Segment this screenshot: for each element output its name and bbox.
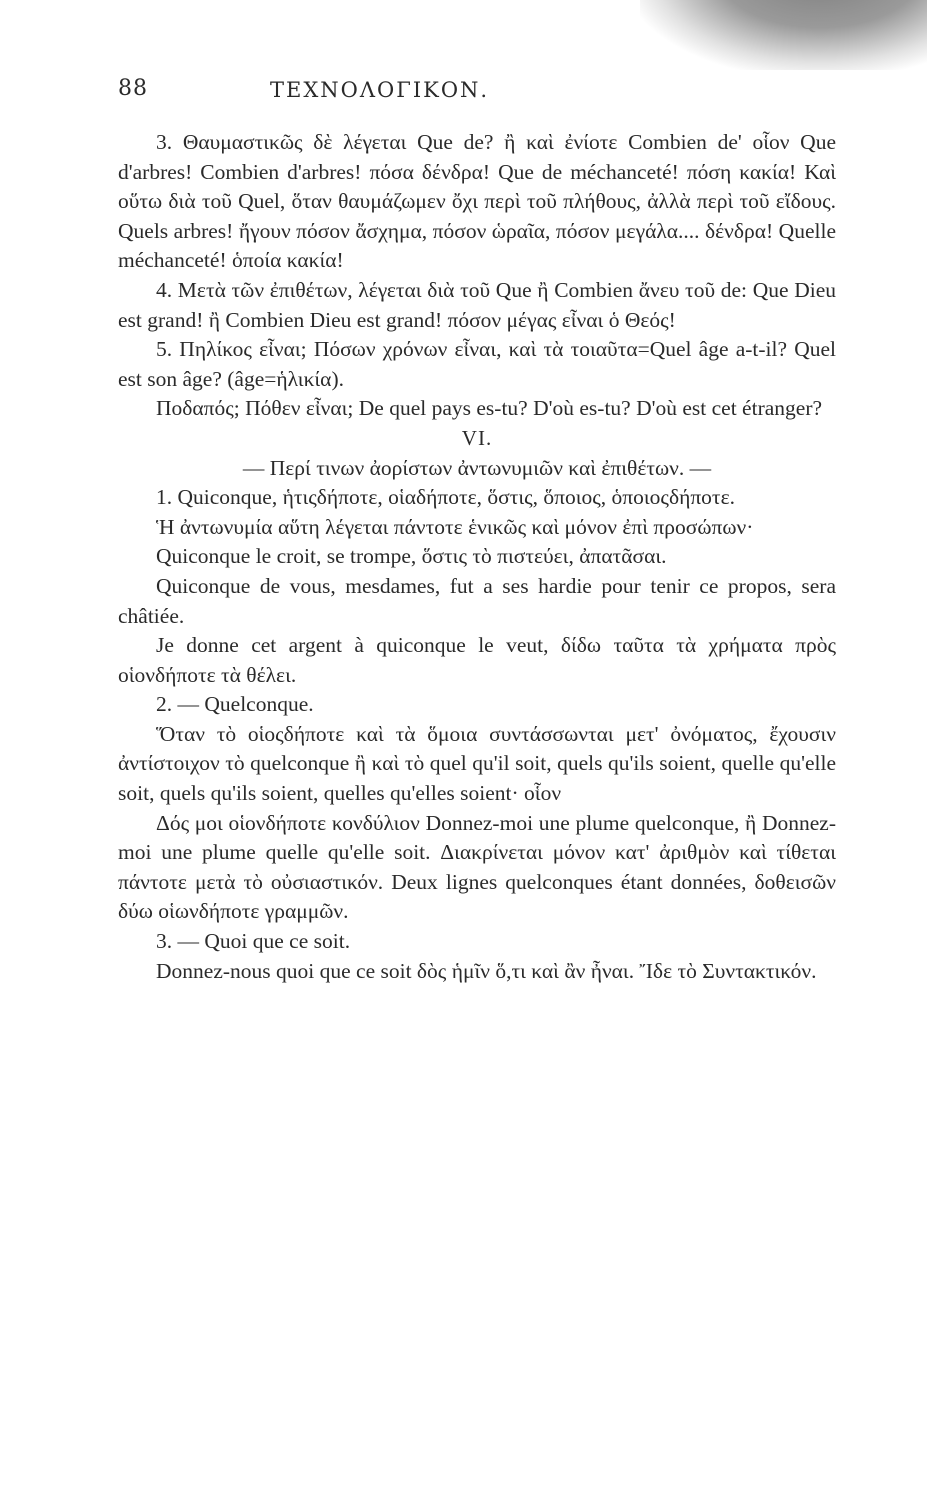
page-header bbox=[0, 76, 927, 116]
paragraph-quelconque: Ὅταν τὸ οἱοςδήποτε καὶ τὰ ὅμοια συντάσσωνται μετ' ὀνόματος, ἔχουσιν ἀντίστοιχον τὸ quelconque ἢ καὶ τὸ quel qu'il soit, quels qu'ils soient, quelle qu'elle soit, quels qu'ils soient, quelles qu'elles soient· οἷον bbox=[118, 721, 836, 806]
page-body bbox=[118, 128, 836, 986]
paragraph-podapos: Ποδαπός; Πόθεν εἶναι; De quel pays es-tu? D'où es-tu? D'où est cet étranger? bbox=[156, 396, 823, 421]
scan-shadow bbox=[640, 0, 927, 70]
heading-quoi-que: 3. — Quoi que ce soit. bbox=[156, 929, 351, 954]
example-1: Quiconque le croit, se trompe, ὅστις τὸ πιστεύει, ἀπατᾶσαι. bbox=[156, 544, 667, 569]
paragraph-quoi-que: Donnez-nous quoi que ce soit δὸς ἡμῖν ὅ,τι καὶ ἂν ἦναι. Ἴδε τὸ Συντακτικόν. bbox=[156, 958, 817, 983]
paragraph-5: 5. Πηλίκος εἶναι; Πόσων χρόνων εἶναι, καὶ τὰ τοιαῦτα=Quel âge a-t-il? Quel est son âge? (âge=ἡλικία). bbox=[118, 337, 836, 391]
paragraph-rule: Ἡ ἀντωνυμία αὕτη λέγεται πάντοτε ἑνικῶς καὶ μόνον ἐπὶ προσώπων· bbox=[156, 514, 754, 539]
paragraph-3: 3. Θαυμαστικῶς δὲ λέγεται Que de? ἢ καὶ ἐνίοτε Combien de' οἷον Que d'arbres! Combien d'arbres! πόσα δένδρα! Que de méchanceté! πόση κακία! Καὶ οὕτω διὰ τοῦ Quel, ὅταν θαυμάζωμεν ὄχι περὶ τοῦ πλήθους, ἀλλὰ περὶ τοῦ εἴδους. Quels arbres! ἤγουν πόσον ἄσχημα, πόσον ὡραῖα, πόσον μεγάλα.... δένδρα! Quelle méchanceté! ὁποία κακία! bbox=[118, 130, 836, 273]
page-number: 88 bbox=[118, 76, 148, 101]
example-3: Je donne cet argent à quiconque le veut, δίδω ταῦτα τὰ χρήματα πρὸς οἱονδήποτε τὰ θέλει. bbox=[118, 633, 836, 687]
paragraph-examples-quelconque: Δός μοι οἱονδήποτε κονδύλιον Donnez-moi une plume quelconque, ἢ Donnez-moi une plume quelle qu'elle soit. Διακρίνεται μόνον κατ' ἀριθμὸν καὶ τίθεται πάντοτε μετὰ τὸ οὐσιαστικόν. Deux lignes quelconques étant données, δοθεισῶν δύω οἱωνδήποτε γραμμῶν. bbox=[118, 810, 836, 924]
running-title: ΤΕΧΝΟΛΟΓΙΚΟΝ. bbox=[270, 78, 490, 102]
heading-quelconque: 2. — Quelconque. bbox=[156, 692, 314, 717]
section-title: — Περί τινων ἀορίστων ἀντωνυμιῶν καὶ ἐπιθέτων. — bbox=[242, 455, 712, 480]
paragraph-quiconque: 1. Quiconque, ἡτιςδήποτε, οἱαδήποτε, ὅστις, ὅποιος, ὁποιοςδήποτε. bbox=[156, 485, 735, 510]
section-number: VI. bbox=[461, 425, 493, 450]
paragraph-4: 4. Μετὰ τῶν ἐπιθέτων, λέγεται διὰ τοῦ Que ἢ Combien ἄνευ τοῦ de: Que Dieu est grand! ἢ Combien Dieu est grand! πόσον μέγας εἶναι ὁ Θεός! bbox=[118, 277, 836, 332]
example-2: Quiconque de vous, mesdames, fut a ses hardie pour tenir ce propos, sera châtiée. bbox=[118, 573, 836, 628]
